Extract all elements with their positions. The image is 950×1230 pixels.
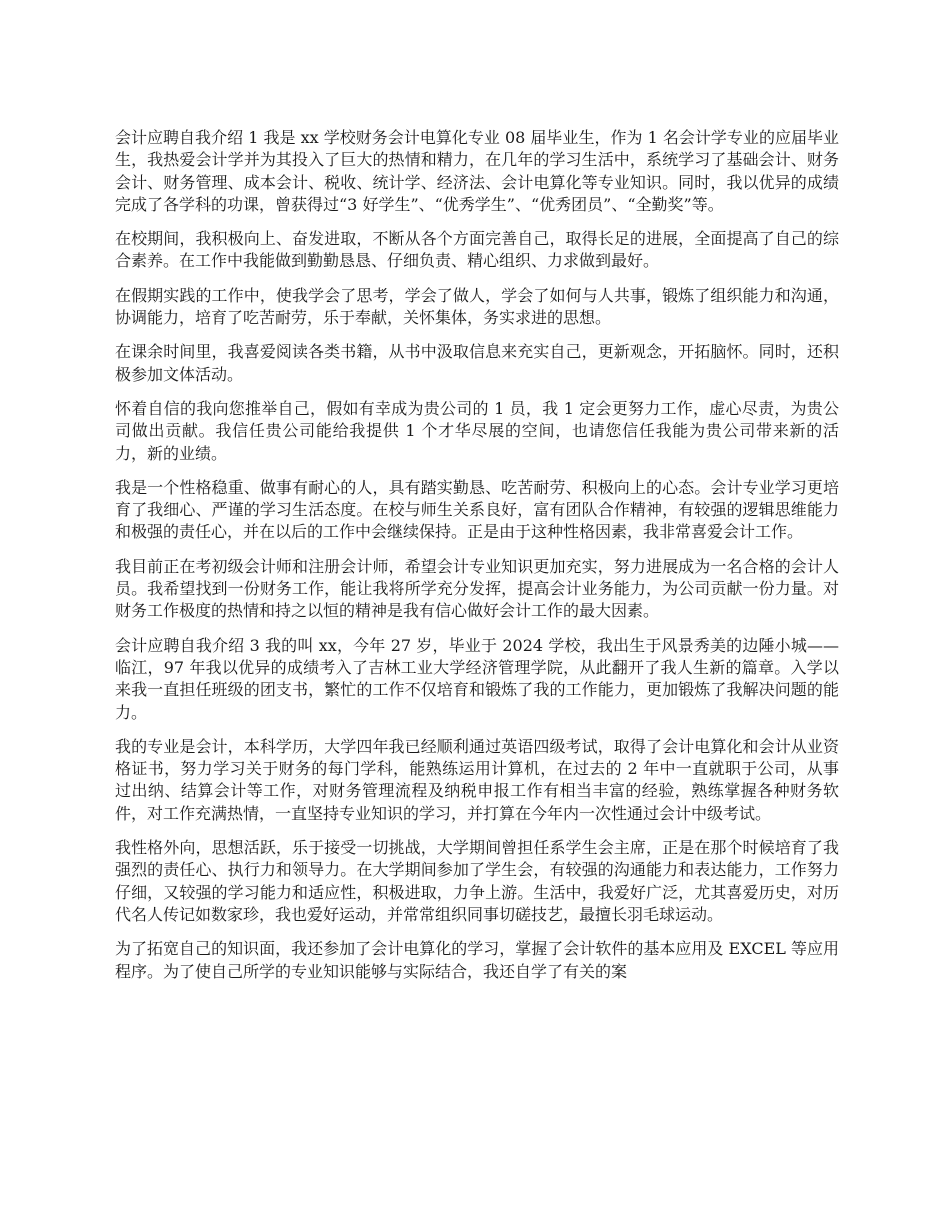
paragraph: 我目前正在考初级会计师和注册会计师，希望会计专业知识更加充实，努力进展成为一名合格的会计人员。我希望找到一份财务工作，能让我将所学充分发挥，提高会计业务能力，为公司贡献一份力量。对财务工作极度的热情和持之以恒的精神是我有信心做好会计工作的最大因素。 xyxy=(115,556,839,621)
paragraph: 在校期间，我积极向上、奋发进取，不断从各个方面完善自己，取得长足的进展，全面提高了自己的综合素养。在工作中我能做到勤勤恳恳、仔细负责、精心组织、力求做到最好。 xyxy=(115,229,839,271)
paragraph: 会计应聘自我介绍 3 我的叫 xx，今年 27 岁，毕业于 2024 学校，我出生于风景秀美的边陲小城——临江，97 年我以优异的成绩考入了吉林工业大学经济管理学院，从此翻开了我人生新的篇章。入学以来我一直担任班级的团支书，繁忙的工作不仅培育和锻炼了我的工作能力，更加锻炼了我解决问题的能力。 xyxy=(115,635,839,722)
paragraph: 怀着自信的我向您推举自己，假如有幸成为贵公司的 1 员，我 1 定会更努力工作，虚心尽责，为贵公司做出贡献。我信任贵公司能给我提供 1 个才华尽展的空间，也请您信任我能为贵公司带来新的活力，新的业绩。 xyxy=(115,398,839,463)
paragraph: 在假期实践的工作中，使我学会了思考，学会了做人，学会了如何与人共事，锻炼了组织能力和沟通，协调能力，培育了吃苦耐劳，乐于奉献，关怀集体，务实求进的思想。 xyxy=(115,285,839,328)
paragraph: 在课余时间里，我喜爱阅读各类书籍，从书中汲取信息来充实自己，更新观念，开拓脑怀。同时，还积极参加文体活动。 xyxy=(115,342,839,384)
paragraph: 我的专业是会计，本科学历，大学四年我已经顺利通过英语四级考试，取得了会计电算化和会计从业资格证书，努力学习关于财务的每门学科，能熟练运用计算机，在过去的 2 年中一直就职于公司，从事过出纳、结算会计等工作，对财务管理流程及纳税申报工作有相当丰富的经验，熟练掌握各种财务软件，对工作充满热情，一直坚持专业知识的学习，并打算在今年内一次性通过会计中级考试。 xyxy=(115,736,839,823)
paragraph: 我是一个性格稳重、做事有耐心的人，具有踏实勤恳、吃苦耐劳、积极向上的心态。会计专业学习更培育了我细心、严谨的学习生活态度。在校与师生关系良好，富有团队合作精神，有较强的逻辑思维能力和极强的责任心，并在以后的工作中会继续保持。正是由于这种性格因素，我非常喜爱会计工作。 xyxy=(115,477,839,542)
paragraph: 我性格外向，思想活跃，乐于接受一切挑战，大学期间曾担任系学生会主席，正是在那个时候培育了我强烈的责任心、执行力和领导力。在大学期间参加了学生会，有较强的沟通能力和表达能力，工作努力仔细，又较强的学习能力和适应性，积极进取，力争上游。生活中，我爱好广泛，尤其喜爱历史，对历代名人传记如数家珍，我也爱好运动，并常常组织同事切磋技艺，最擅长羽毛球运动。 xyxy=(115,838,839,924)
paragraph: 会计应聘自我介绍 1 我是 xx 学校财务会计电算化专业 08 届毕业生，作为 1 名会计学专业的应届毕业生，我热爱会计学并为其投入了巨大的热情和精力，在几年的学习生活中，系统学习了基础会计、财务会计、财务管理、成本会计、税收、统计学、经济法、会计电算化等专业知识。同时，我以优异的成绩完成了各学科的功课，曾获得过“3 好学生”、“优秀学生”、“优秀团员”、“全勤奖”等。 xyxy=(115,128,839,214)
paragraph: 为了拓宽自己的知识面，我还参加了会计电算化的学习，掌握了会计软件的基本应用及 EXCEL 等应用程序。为了使自己所学的专业知识能够与实际结合，我还自学了有关的案 xyxy=(115,939,839,981)
document-body xyxy=(115,127,839,995)
